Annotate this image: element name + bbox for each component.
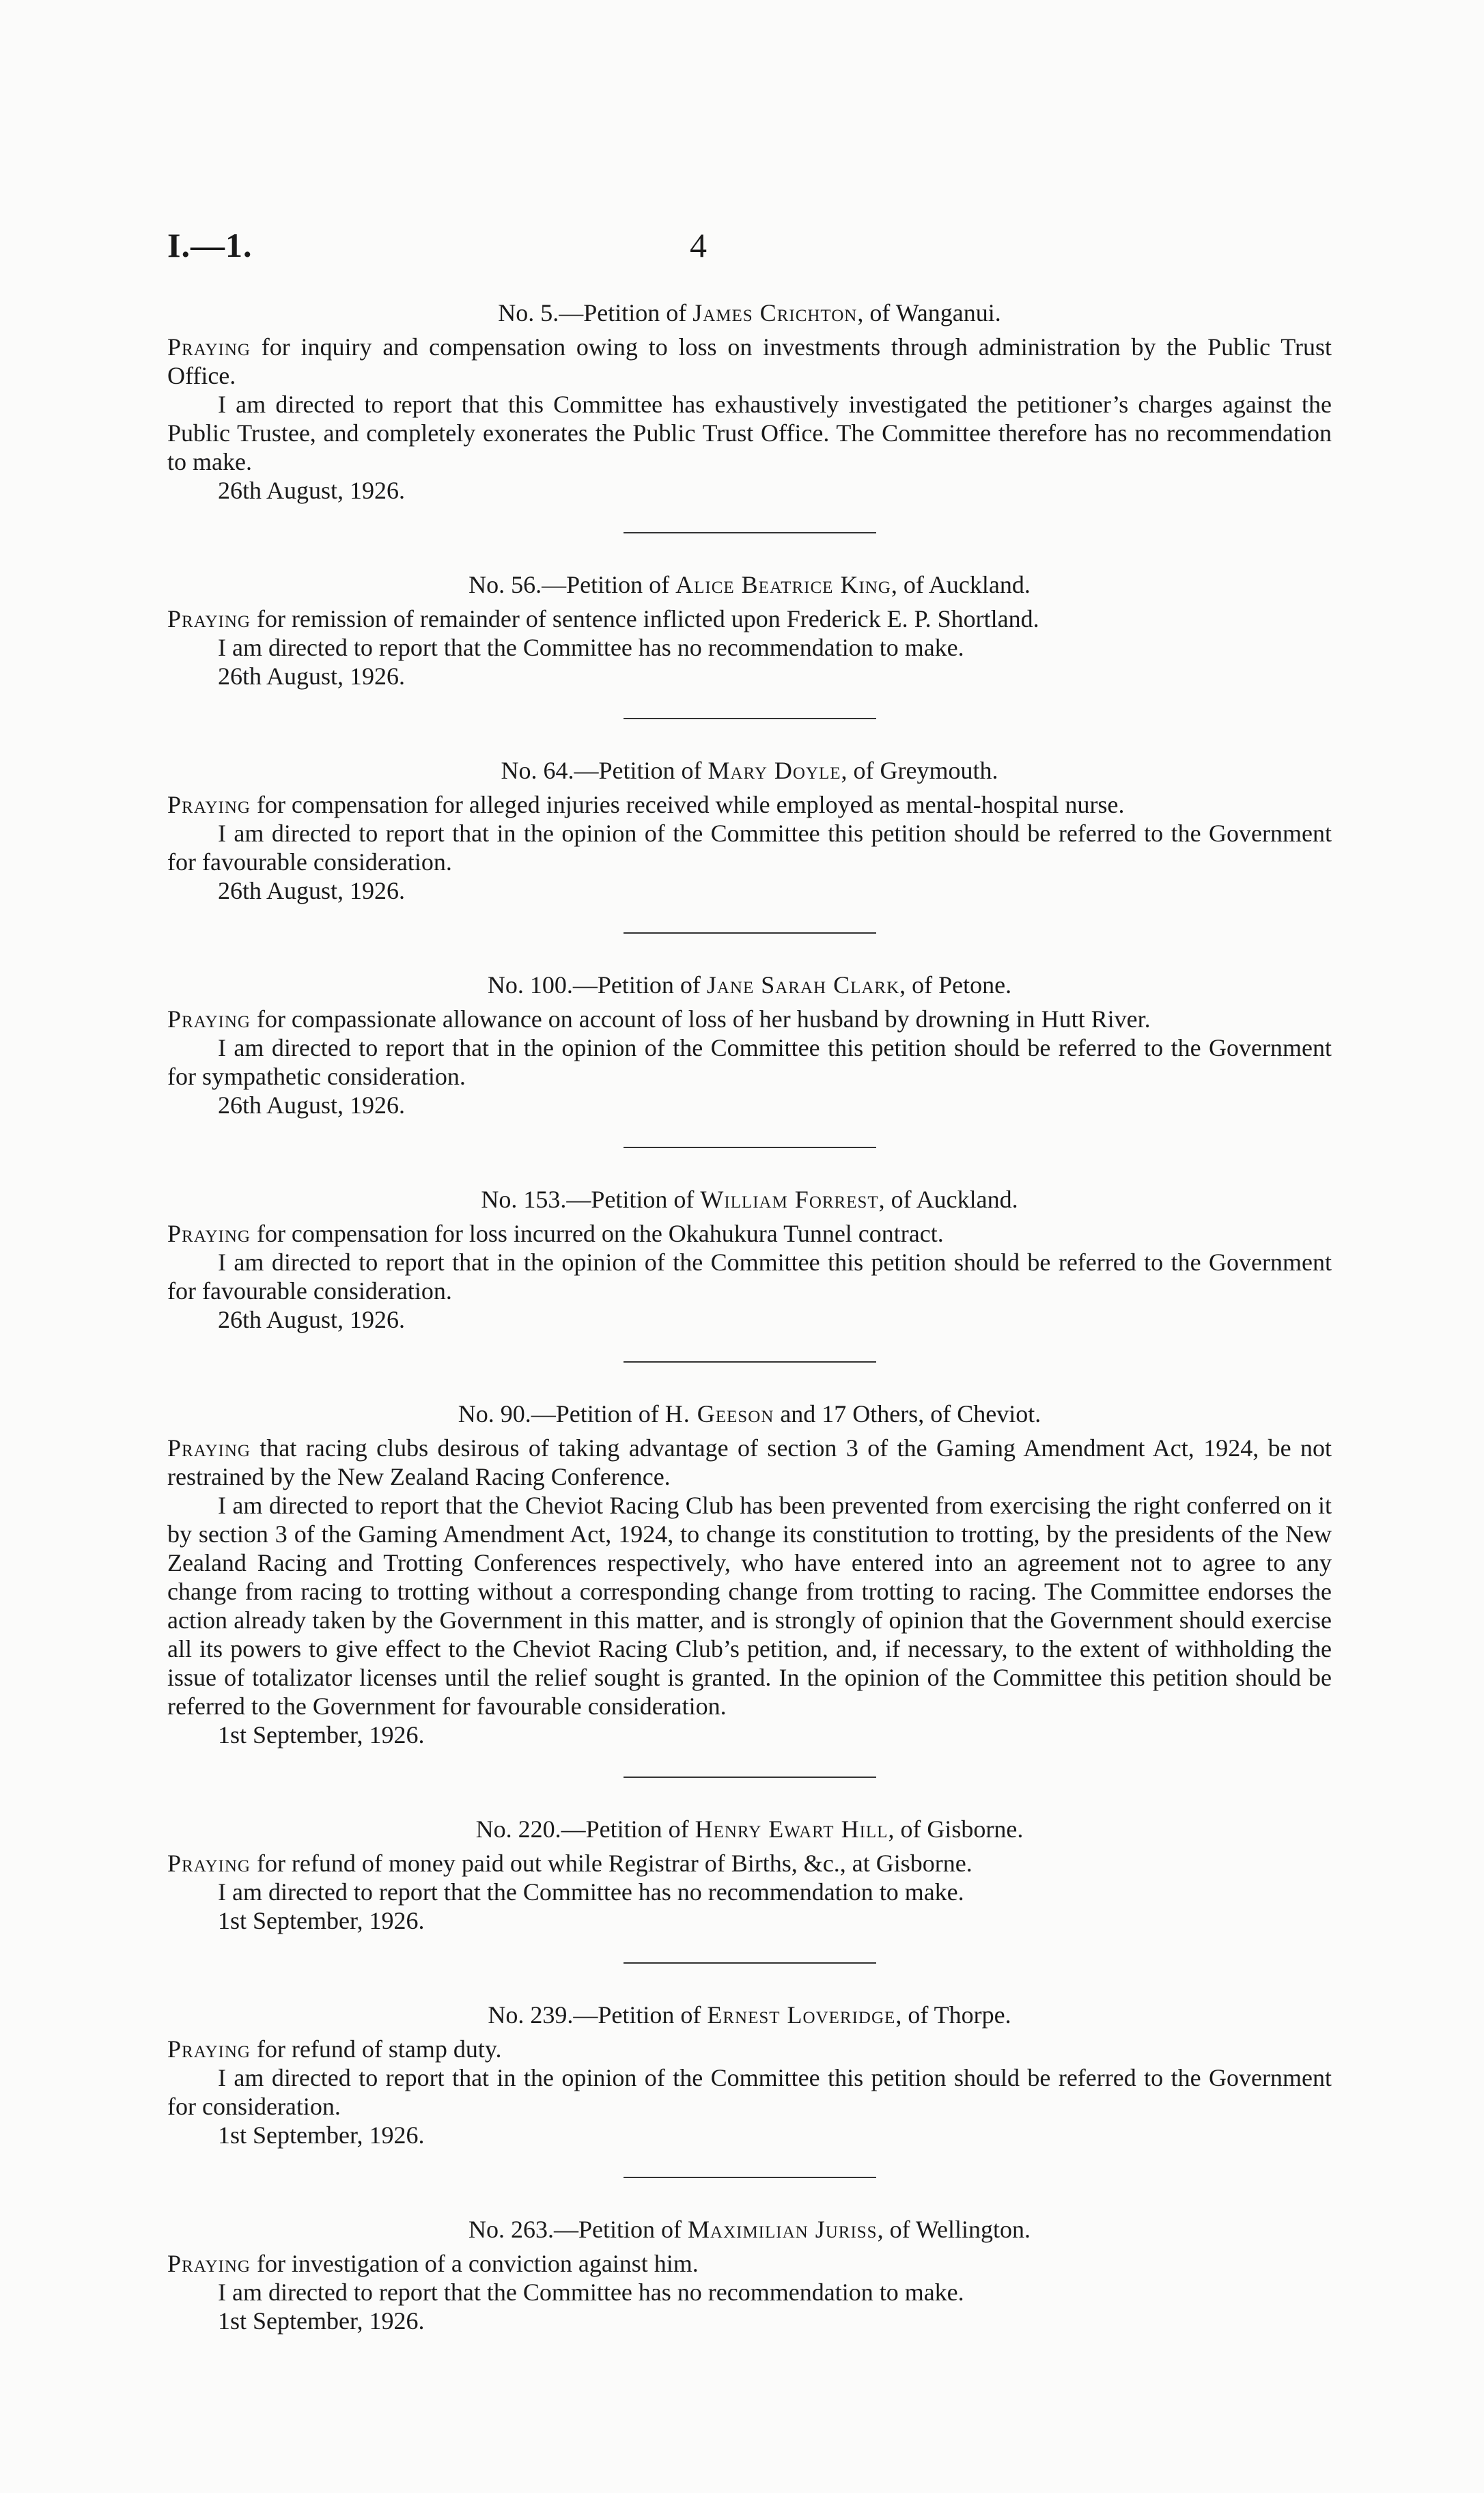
praying-text: for compensation for alleged injuries received while employed as mental-hospital nurse.: [250, 791, 1125, 818]
petition-heading: [167, 1184, 1332, 1215]
report-paragraph: I am directed to report that in the opinion of the Committee this petition should be referred to the Government for consideration.: [167, 2064, 1332, 2120]
report-paragraph: I am directed to report that this Committee has exhaustively investigated the petitioner’s charges against the Public Trustee, and completely exonerates the Public Trust Office. The Committee therefore has no recommendation to make.: [167, 391, 1332, 475]
petition-heading: [167, 1398, 1332, 1430]
heading-number: No. 5.—Petition of: [498, 299, 693, 326]
petition-date: 26th August, 1926.: [218, 477, 406, 504]
petition-date: 1st September, 1926.: [218, 1907, 425, 1934]
praying-paragraph: [167, 2249, 1332, 2278]
heading-location: , of Greymouth.: [841, 757, 998, 784]
heading-location: , of Petone.: [899, 971, 1012, 999]
petitioner-name: Ernest Loveridge: [707, 2001, 896, 2029]
petition-entry: [167, 297, 1332, 505]
heading-number: No. 239.—Petition of: [488, 2001, 708, 2029]
praying-text: for inquiry and compensation owing to loss on investments through administration by the Public Trust Office.: [167, 333, 1332, 389]
petition-date: 26th August, 1926.: [218, 663, 406, 690]
heading-location: and 17 Others, of Cheviot.: [774, 1400, 1041, 1427]
heading-number: No. 100.—Petition of: [487, 971, 707, 999]
petition-date: 1st September, 1926.: [218, 2121, 425, 2149]
petition-entry: [167, 2214, 1332, 2335]
heading-location: , of Auckland.: [891, 571, 1031, 598]
heading-number: No. 64.—Petition of: [501, 757, 708, 784]
section-divider: [624, 1962, 876, 1964]
page-header: [167, 225, 1328, 273]
heading-location: , of Wellington.: [877, 2216, 1031, 2243]
praying-paragraph: [167, 333, 1332, 390]
petition-entry: [167, 1184, 1332, 1334]
section-divider: [624, 532, 876, 533]
section-divider: [624, 2177, 876, 2178]
heading-location: , of Auckland.: [878, 1186, 1018, 1213]
petition-date: 26th August, 1926.: [218, 1306, 406, 1333]
heading-location: , of Wanganui.: [857, 299, 1001, 326]
praying-paragraph: [167, 1219, 1332, 1248]
praying-paragraph: [167, 2035, 1332, 2063]
heading-number: No. 263.—Petition of: [468, 2216, 688, 2243]
praying-paragraph: [167, 790, 1332, 819]
section-divider: [624, 1147, 876, 1148]
section-divider: [624, 1777, 876, 1778]
heading-number: No. 153.—Petition of: [481, 1186, 701, 1213]
page-reference: I.—1.: [167, 226, 253, 264]
petition-date: 26th August, 1926.: [218, 1091, 406, 1119]
praying-text: that racing clubs desirous of taking advantage of section 3 of the Gaming Amendment Act, 1924, be not restrained by the New Zealand Racing Conference.: [167, 1434, 1332, 1490]
praying-lead: Praying: [167, 2250, 251, 2277]
praying-lead: Praying: [167, 333, 251, 361]
report-paragraph: I am directed to report that the Committee has no recommendation to make.: [218, 2279, 964, 2306]
praying-lead: Praying: [167, 1220, 251, 1247]
petitioner-name: Henry Ewart Hill: [695, 1815, 888, 1843]
praying-text: for refund of money paid out while Registrar of Births, &c., at Gisborne.: [250, 1850, 972, 1877]
praying-paragraph: [167, 1005, 1332, 1033]
report-paragraph: I am directed to report that the Committee has no recommendation to make.: [218, 1878, 964, 1906]
report-paragraph: I am directed to report that the Cheviot Racing Club has been prevented from exercising the right conferred on it by section 3 of the Gaming Amendment Act, 1924, to change its constitution to trotting, by the presidents of the New Zealand Racing and Trotting Conferences respectively, who have entered into an agreement not to agree to any change from racing to trotting without a corresponding change from trotting to racing. The Committee endorses the action already taken by the Government in this matter, and is strongly of opinion that the Government should exercise all its powers to give effect to the Cheviot Racing Club’s petition, and, if necessary, to the extent of withholding the issue of totalizator licenses until the relief sought is granted. In the opinion of the Committee this petition should be referred to the Government for favourable consideration.: [167, 1492, 1332, 1720]
petition-entry: [167, 1398, 1332, 1749]
praying-paragraph: [167, 604, 1332, 633]
praying-lead: Praying: [167, 1005, 251, 1033]
praying-text: for refund of stamp duty.: [250, 2035, 502, 2063]
petition-date: 1st September, 1926.: [218, 2307, 425, 2335]
petitioner-name: William Forrest: [700, 1186, 879, 1213]
praying-text: for compensation for loss incurred on the Okahukura Tunnel contract.: [250, 1220, 944, 1247]
petition-heading: [167, 969, 1332, 1001]
section-divider: [624, 932, 876, 934]
petition-heading: [167, 569, 1332, 600]
petition-entry: [167, 569, 1332, 691]
section-divider: [624, 718, 876, 719]
petition-heading: [167, 755, 1332, 786]
praying-lead: Praying: [167, 791, 251, 818]
praying-text: for compassionate allowance on account of loss of her husband by drowning in Hutt River.: [250, 1005, 1151, 1033]
heading-number: No. 220.—Petition of: [475, 1815, 695, 1843]
petitioner-name: Alice Beatrice King: [675, 571, 891, 598]
heading-number: No. 56.—Petition of: [468, 571, 676, 598]
petitions-list: [167, 297, 1332, 2335]
petition-entry: [167, 755, 1332, 905]
petitioner-name: Maximilian Juriss: [688, 2216, 878, 2243]
praying-text: for remission of remainder of sentence inflicted upon Frederick E. P. Shortland.: [250, 605, 1039, 632]
petitioner-name: Jane Sarah Clark: [706, 971, 900, 999]
praying-paragraph: [167, 1849, 1332, 1878]
report-paragraph: I am directed to report that the Committee has no recommendation to make.: [218, 634, 964, 661]
petition-heading: [167, 2214, 1332, 2245]
petition-entry: [167, 1813, 1332, 1935]
page-number: 4: [690, 226, 707, 264]
heading-number: No. 90.—Petition of: [458, 1400, 665, 1427]
report-paragraph: I am directed to report that in the opinion of the Committee this petition should be referred to the Government for sympathetic consideration.: [167, 1034, 1332, 1090]
petition-heading: [167, 297, 1332, 329]
petitioner-name: Mary Doyle: [708, 757, 841, 784]
praying-lead: Praying: [167, 605, 251, 632]
praying-lead: Praying: [167, 2035, 251, 2063]
petition-entry: [167, 969, 1332, 1119]
petition-date: 26th August, 1926.: [218, 877, 406, 904]
praying-lead: Praying: [167, 1850, 251, 1877]
praying-paragraph: [167, 1434, 1332, 1491]
heading-location: , of Gisborne.: [888, 1815, 1024, 1843]
praying-text: for investigation of a conviction against him.: [250, 2250, 699, 2277]
petition-heading: [167, 1999, 1332, 2031]
petition-heading: [167, 1813, 1332, 1845]
petitioner-name: H. Geeson: [664, 1400, 774, 1427]
petitioner-name: James Crichton: [692, 299, 858, 326]
praying-lead: Praying: [167, 1434, 251, 1462]
petition-entry: [167, 1999, 1332, 2149]
heading-location: , of Thorpe.: [895, 2001, 1011, 2029]
report-paragraph: I am directed to report that in the opinion of the Committee this petition should be referred to the Government for favourable consideration.: [167, 1249, 1332, 1305]
section-divider: [624, 1361, 876, 1363]
petition-date: 1st September, 1926.: [218, 1721, 425, 1749]
report-paragraph: I am directed to report that in the opinion of the Committee this petition should be referred to the Government for favourable consideration.: [167, 820, 1332, 876]
